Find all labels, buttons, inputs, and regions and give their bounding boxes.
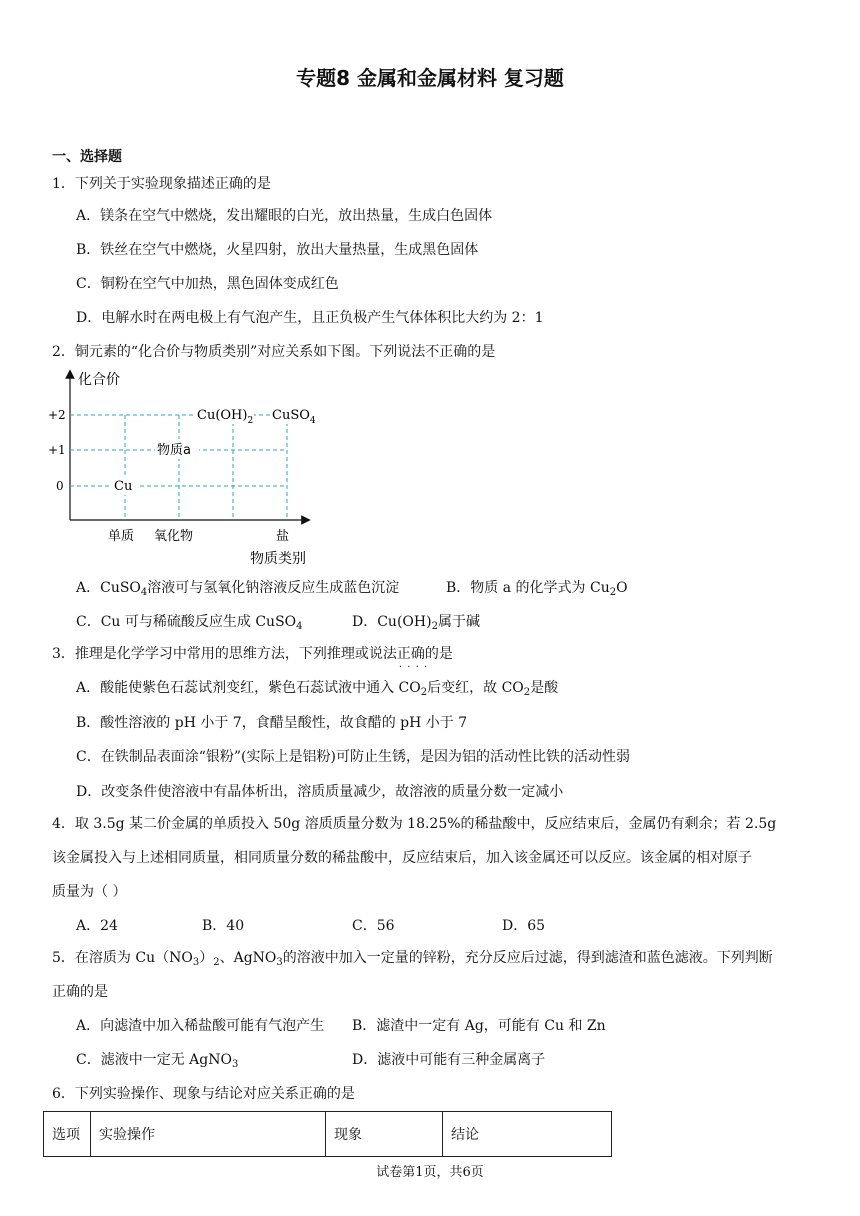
x-cat-salt: 盐	[276, 529, 290, 544]
x-cat-oxide: 氧化物	[154, 529, 194, 544]
q2-option-c: C．Cu 可与稀硫酸反应生成 CuSO$_4$	[76, 614, 303, 632]
q5-line-1: 5．在溶质为 $Cu(NO_3)_2$、AgNO$_3$的溶液中加入一定量的锌粉，充分反应后过滤，得到滤渣和蓝色滤液。下列判断	[52, 950, 773, 968]
q2-option-a: A．CuSO$_4$溶液可与氢氧化钠溶液反应生成蓝色沉淀	[76, 580, 400, 598]
q4-line-3: 质量为（ ）	[52, 884, 127, 900]
q5-option-c: C．滤液中一定无 AgNO$_3$	[76, 1052, 239, 1070]
q1-option-a: A．镁条在空气中燃烧，发出耀眼的白光，放出热量，生成白色固体	[76, 208, 493, 224]
point-cu: Cu	[114, 479, 133, 494]
valence-category-chart	[44, 368, 344, 568]
q2-option-d: D．$Cu(OH)_2$属于碱	[352, 614, 480, 632]
table-header-option: 选项	[44, 1112, 91, 1157]
x-axis-label: 物质类别	[250, 551, 306, 567]
q4-option-a: A．24	[76, 918, 118, 934]
y-tick-plus2: +2	[48, 408, 66, 422]
page-title: 专题8 金属和金属材料 复习题	[296, 66, 564, 90]
table-header-phenomenon: 现象	[326, 1112, 443, 1157]
y-tick-zero: 0	[56, 479, 64, 493]
q5-option-d: D．滤液中可能有三种金属离子	[352, 1052, 546, 1068]
q3-option-d: D．改变条件使溶液中有晶体析出，溶质质量减少，故溶液的质量分数一定减小	[76, 784, 564, 800]
q3-option-a: A．酸能使紫色石蕊试剂变红，紫色石蕊试液中通入 $CO_2$后变红，故 $CO_2$是酸	[76, 680, 559, 698]
q3-option-c: C．在铁制品表面涂“银粉”(实际上是铝粉)可防止生锈，是因为铝的活动性比铁的活动性弱	[76, 749, 630, 765]
q4-option-c: C．56	[352, 918, 395, 934]
table-header-operation: 实验操作	[91, 1112, 326, 1157]
q2-stem: 2．铜元素的“化合价与物质类别”对应关系如下图。下列说法不正确的是	[52, 344, 496, 360]
y-tick-plus1: +1	[48, 443, 66, 457]
section-heading: 一、选择题	[52, 149, 122, 165]
emphasis-dots: 正确的 · · · ·	[397, 646, 439, 662]
grid-lines	[70, 415, 287, 520]
q1-option-d: D．电解水时在两电极上有气泡产生，且正负极产生气体体积比大约为 2：1	[76, 310, 544, 326]
table-header-row	[44, 1112, 612, 1157]
q1-option-b: B．铁丝在空气中燃烧，火星四射，放出大量热量，生成黑色固体	[76, 242, 479, 258]
point-substance-a: 物质a	[157, 443, 191, 458]
q6-stem: 6．下列实验操作、现象与结论对应关系正确的是	[52, 1086, 355, 1102]
q3-option-b: B．酸性溶液的 pH 小于 7，食醋呈酸性，故食醋的 pH 小于 7	[76, 715, 468, 731]
q5-option-a: A．向滤渣中加入稀盐酸可能有气泡产生	[76, 1018, 325, 1034]
q4-line-2: 该金属投入与上述相同质量，相同质量分数的稀盐酸中，反应结束后，加入该金属还可以反应。该金属的相对原子	[52, 850, 752, 866]
x-cat-element: 单质	[108, 529, 135, 544]
q4-option-b: B．40	[202, 918, 245, 934]
q5-option-b: B．滤渣中一定有 Ag，可能有 Cu 和 Zn	[352, 1018, 606, 1034]
q3-stem: 3．推理是化学学习中常用的思维方法，下列推理或说法正确的 · · · ·是	[52, 644, 453, 664]
q1-stem: 1．下列关于实验现象描述正确的是	[52, 176, 271, 192]
point-cuso4: CuSO$_4$	[272, 408, 316, 426]
q6-table	[43, 1111, 612, 1157]
y-axis-label: 化合价	[78, 372, 120, 388]
point-cuoh2: $Cu(OH)_2$	[197, 408, 254, 426]
q2-option-b: B．物质 a 的化学式为 $Cu_2O$	[446, 580, 628, 598]
q4-line-1: 4．取 3.5g 某二价金属的单质投入 50g 溶质质量分数为 18.25%的稀盐酸中，反应结束后，金属仍有剩余；若 2.5g	[52, 816, 777, 832]
q1-option-c: C．铜粉在空气中加热，黑色固体变成红色	[76, 276, 339, 292]
q5-line-2: 正确的是	[52, 984, 108, 1000]
table-header-conclusion: 结论	[443, 1112, 612, 1157]
q4-option-d: D．65	[502, 918, 546, 934]
page-footer: 试卷第1页，共6页	[376, 1165, 484, 1180]
